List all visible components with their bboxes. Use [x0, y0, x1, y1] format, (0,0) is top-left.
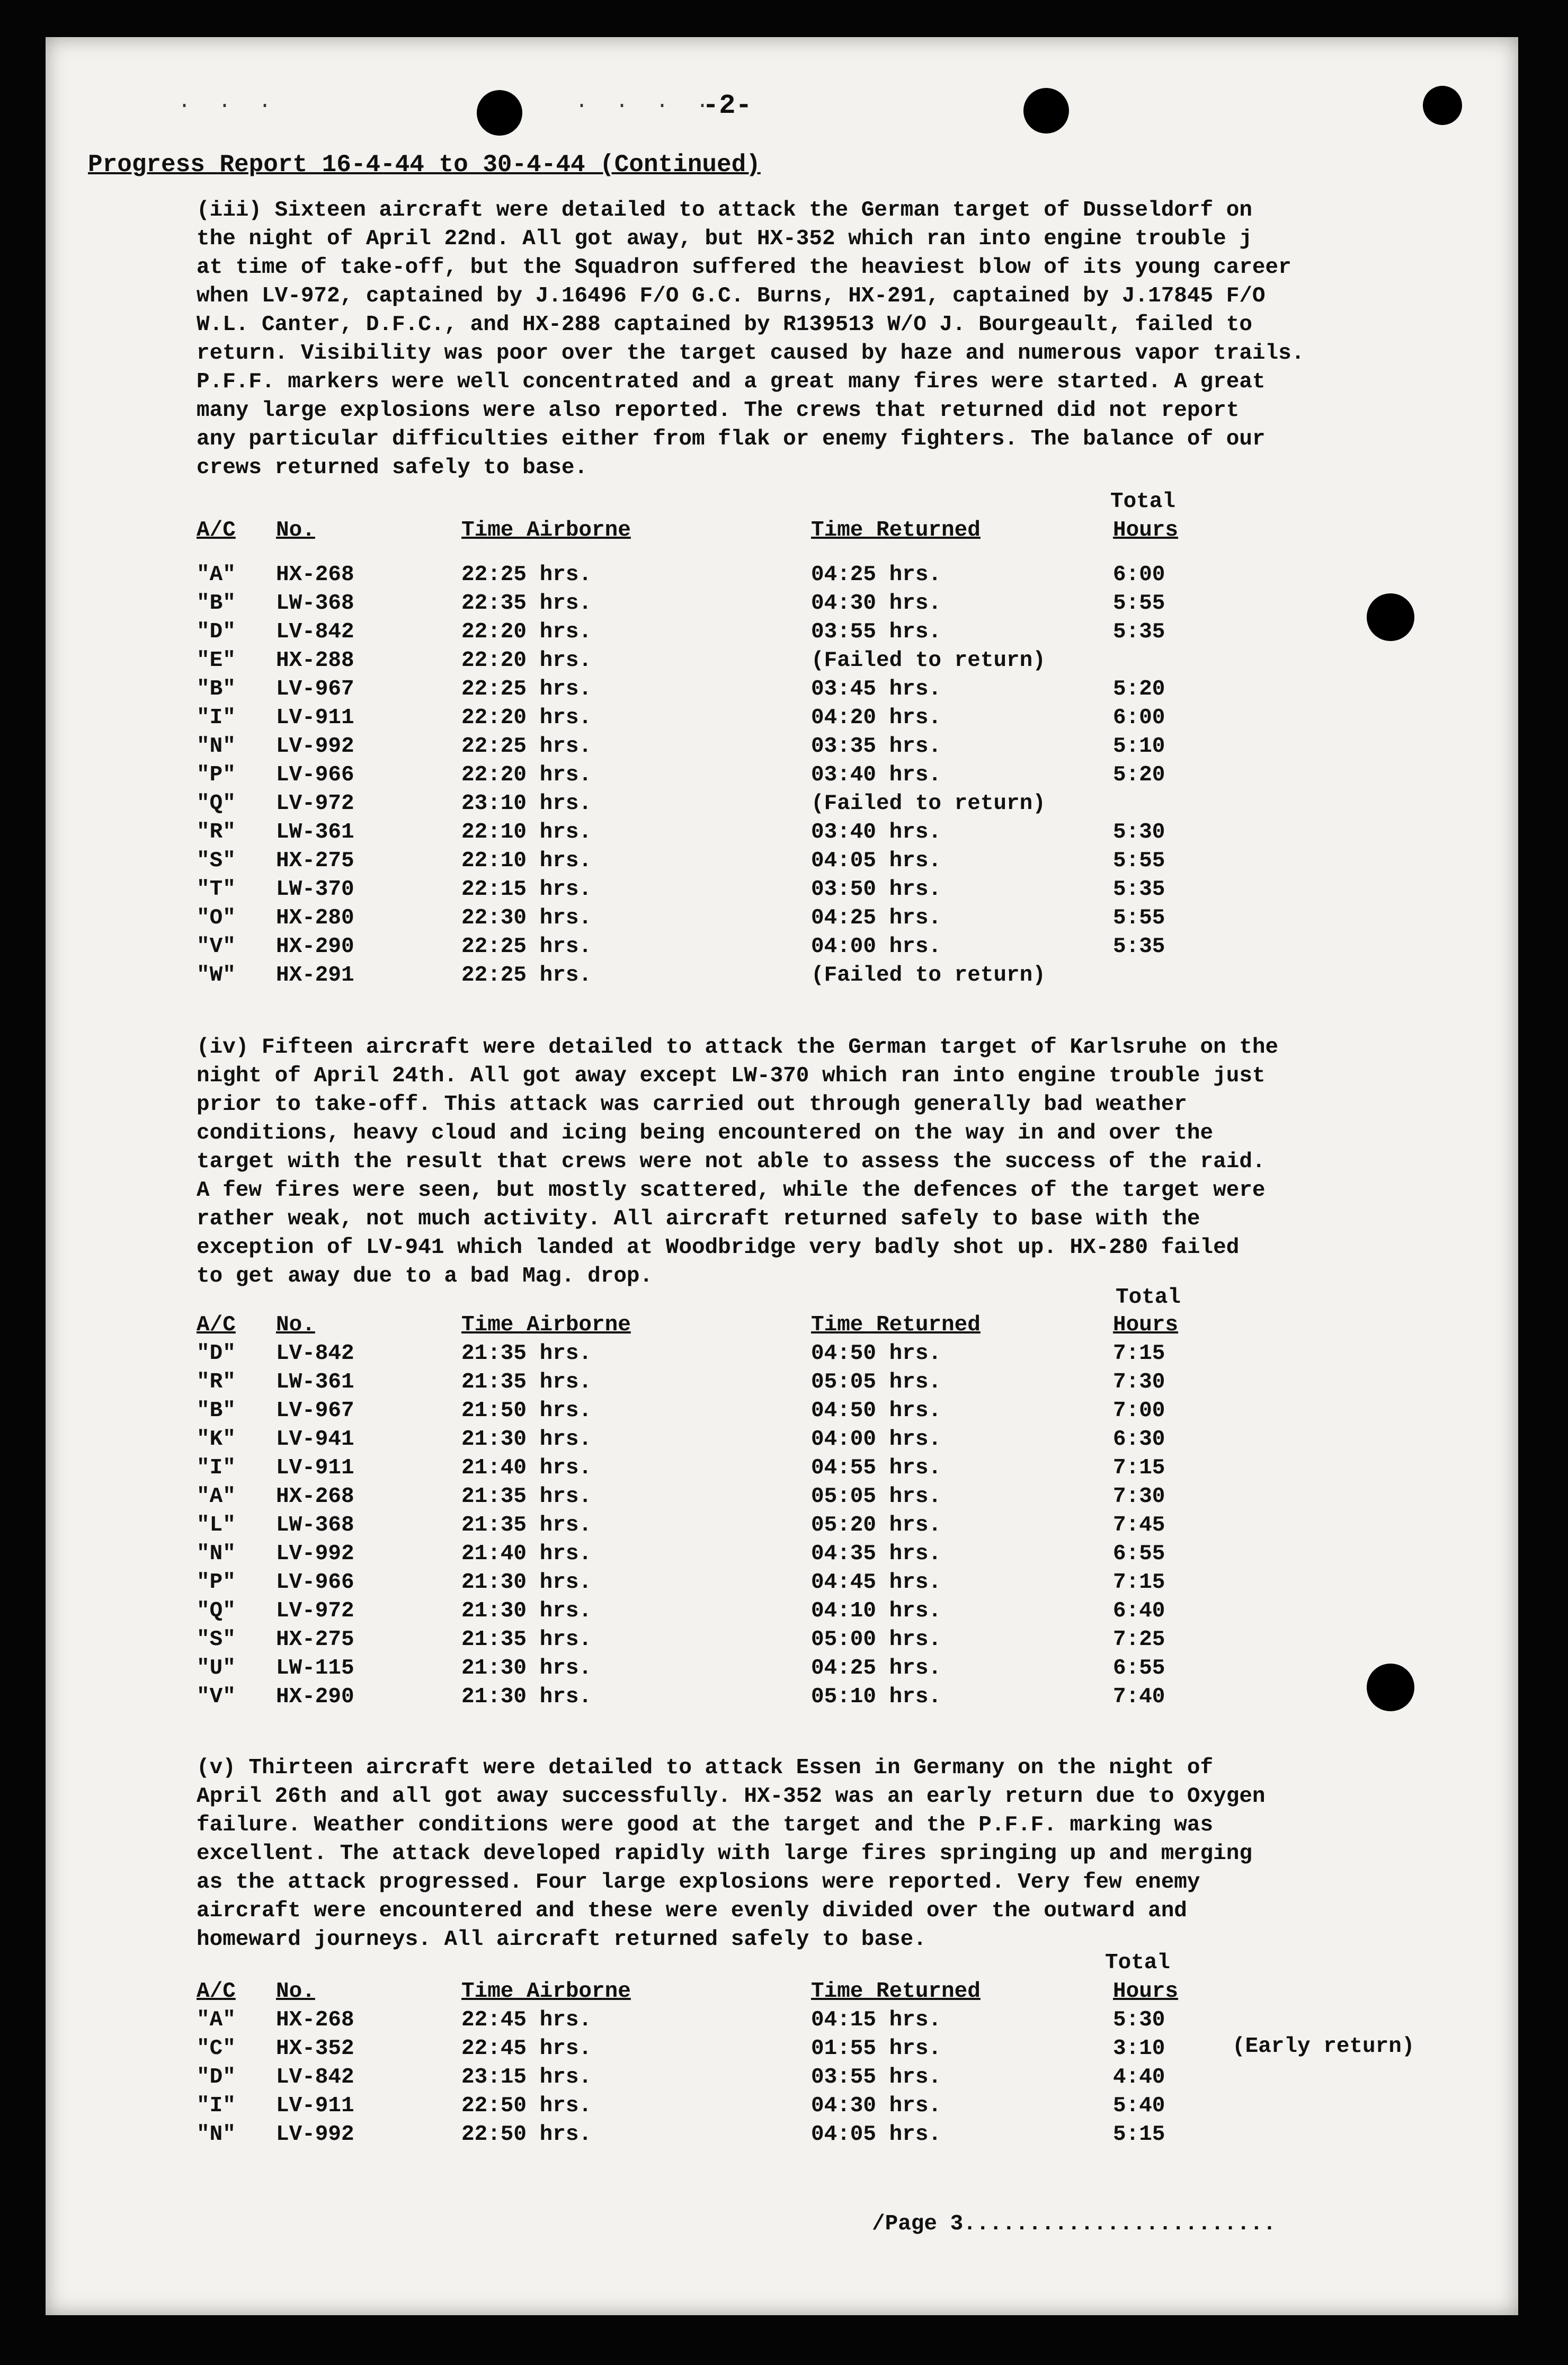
report-title: Progress Report 16-4-44 to 30-4-44 (Continued) [88, 151, 761, 179]
table-row: "B" LW-368 22:35 hrs. 04:30 hrs. 5:55 [197, 591, 1165, 616]
table-row: "Q" LV-972 23:10 hrs. (Failed to return) [197, 792, 1046, 816]
paragraph-line: to get away due to a bad Mag. drop. [197, 1264, 653, 1288]
table-row: "A" HX-268 21:35 hrs. 05:05 hrs. 7:30 [197, 1484, 1165, 1509]
table-row: "S" HX-275 21:35 hrs. 05:00 hrs. 7:25 [197, 1628, 1165, 1652]
table-row: "V" HX-290 22:25 hrs. 04:00 hrs. 5:35 [197, 935, 1165, 959]
paragraph-line: (v) Thirteen aircraft were detailed to attack Essen in Germany on the night of [197, 1756, 1214, 1780]
table-row: "S" HX-275 22:10 hrs. 04:05 hrs. 5:55 [197, 849, 1165, 873]
header-no: No. [276, 518, 315, 543]
early-return-note: (Early return) [1232, 2034, 1415, 2059]
table-row: "L" LW-368 21:35 hrs. 05:20 hrs. 7:45 [197, 1513, 1165, 1537]
header-hours: Hours [1113, 518, 1179, 543]
decorative-dots: . . . [178, 90, 279, 114]
table-row: "C" HX-352 22:45 hrs. 01:55 hrs. 3:10 [197, 2037, 1165, 2061]
header-hours: Hours [1113, 1313, 1179, 1337]
paragraph-line: rather weak, not much activity. All aircraft returned safely to base with the [197, 1207, 1200, 1231]
paragraph-line: return. Visibility was poor over the target caused by haze and numerous vapor trails. [197, 341, 1305, 366]
paragraph-line: any particular difficulties either from flak or enemy fighters. The balance of our [197, 427, 1266, 451]
header-returned: Time Returned [811, 1313, 981, 1337]
paragraph-line: conditions, heavy cloud and icing being encountered on the way in and over the [197, 1121, 1214, 1145]
table-row: "U" LW-115 21:30 hrs. 04:25 hrs. 6:55 [197, 1656, 1165, 1681]
table-header-row [197, 1977, 1235, 2006]
section-iv-paragraph [197, 1033, 1478, 1291]
paragraph-line: P.F.F. markers were well concentrated and a great many fires were started. A great [197, 370, 1266, 394]
header-airborne: Time Airborne [461, 1979, 631, 2004]
paragraph-line: (iv) Fifteen aircraft were detailed to attack the German target of Karlsruhe on the [197, 1035, 1279, 1060]
table-header-row [197, 1311, 1235, 1339]
header-returned: Time Returned [811, 518, 981, 543]
table-row: "W" HX-291 22:25 hrs. (Failed to return) [197, 963, 1046, 988]
table-row: "O" HX-280 22:30 hrs. 04:25 hrs. 5:55 [197, 906, 1165, 930]
header-returned: Time Returned [811, 1979, 981, 2004]
punch-hole-right-2 [1367, 1664, 1414, 1711]
page-number: -2- [702, 90, 752, 121]
table-row: "N" LV-992 22:50 hrs. 04:05 hrs. 5:15 [197, 2122, 1165, 2147]
table-row: "I" LV-911 21:40 hrs. 04:55 hrs. 7:15 [197, 1456, 1165, 1480]
table-row: "E" HX-288 22:20 hrs. (Failed to return) [197, 648, 1046, 673]
header-ac: A/C [197, 1313, 236, 1337]
table-row: "I" LV-911 22:50 hrs. 04:30 hrs. 5:40 [197, 2094, 1165, 2118]
paragraph-line: many large explosions were also reported. The crews that returned did not report [197, 398, 1240, 423]
decorative-dots: . . . . [575, 90, 717, 114]
table-row: "T" LW-370 22:15 hrs. 03:50 hrs. 5:35 [197, 877, 1165, 902]
punch-hole-top-left [477, 90, 522, 136]
table-row: "P" LV-966 21:30 hrs. 04:45 hrs. 7:15 [197, 1570, 1165, 1595]
table-row: "D" LV-842 21:35 hrs. 04:50 hrs. 7:15 [197, 1341, 1165, 1366]
header-no: No. [276, 1313, 315, 1337]
punch-hole-corner [1423, 86, 1462, 125]
paragraph-line: aircraft were encountered and these were evenly divided over the outward and [197, 1899, 1187, 1923]
punch-hole-right-1 [1367, 593, 1414, 641]
paragraph-line: exception of LV-941 which landed at Woodbridge very badly shot up. HX-280 failed [197, 1235, 1240, 1260]
paragraph-line: when LV-972, captained by J.16496 F/O G.C. Burns, HX-291, captained by J.17845 F/O [197, 284, 1266, 308]
header-airborne: Time Airborne [461, 1313, 631, 1337]
table-row: "V" HX-290 21:30 hrs. 05:10 hrs. 7:40 [197, 1685, 1165, 1709]
page-continuation: /Page 3........................ [872, 2212, 1276, 2236]
section-v-paragraph [197, 1754, 1478, 1954]
paragraph-line: April 26th and all got away successfully. HX-352 was an early return due to Oxygen [197, 1784, 1266, 1809]
section-iv-table [197, 1311, 1235, 1711]
section-iii-paragraph [197, 196, 1478, 482]
paragraph-line: night of April 24th. All got away except LW-370 which ran into engine trouble just [197, 1064, 1266, 1088]
paragraph-line: W.L. Canter, D.F.C., and HX-288 captained by R139513 W/O J. Bourgeault, failed to [197, 313, 1252, 337]
table-row: "B" LV-967 22:25 hrs. 03:45 hrs. 5:20 [197, 677, 1165, 701]
punch-hole-top-right [1023, 88, 1069, 134]
paragraph-line: (iii) Sixteen aircraft were detailed to attack the German target of Dusseldorf on [197, 198, 1252, 223]
document-page [46, 37, 1518, 2315]
table-header-row [197, 516, 1235, 545]
paragraph-line: prior to take-off. This attack was carried out through generally bad weather [197, 1092, 1187, 1117]
table-row: "D" LV-842 22:20 hrs. 03:55 hrs. 5:35 [197, 620, 1165, 644]
table-row: "B" LV-967 21:50 hrs. 04:50 hrs. 7:00 [197, 1399, 1165, 1423]
total-hours-header: Total [1105, 1951, 1171, 1975]
paragraph-line: at time of take-off, but the Squadron suffered the heaviest blow of its young career [197, 255, 1291, 280]
table-row: "R" LW-361 21:35 hrs. 05:05 hrs. 7:30 [197, 1370, 1165, 1394]
table-row: "R" LW-361 22:10 hrs. 03:40 hrs. 5:30 [197, 820, 1165, 844]
section-v-table [197, 1977, 1235, 2149]
table-row: "A" HX-268 22:45 hrs. 04:15 hrs. 5:30 [197, 2008, 1165, 2032]
paragraph-line: the night of April 22nd. All got away, but HX-352 which ran into engine trouble j [197, 227, 1252, 251]
header-ac: A/C [197, 1979, 236, 2004]
table-row: "P" LV-966 22:20 hrs. 03:40 hrs. 5:20 [197, 763, 1165, 787]
header-no: No. [276, 1979, 315, 2004]
table-row: "N" LV-992 22:25 hrs. 03:35 hrs. 5:10 [197, 734, 1165, 759]
paragraph-line: homeward journeys. All aircraft returned safely to base. [197, 1927, 926, 1952]
paragraph-line: excellent. The attack developed rapidly with large fires springing up and merging [197, 1842, 1252, 1866]
paragraph-line: A few fires were seen, but mostly scattered, while the defences of the target were [197, 1178, 1266, 1203]
header-ac: A/C [197, 518, 236, 543]
paragraph-line: target with the result that crews were not able to assess the success of the raid. [197, 1150, 1266, 1174]
table-row: "K" LV-941 21:30 hrs. 04:00 hrs. 6:30 [197, 1427, 1165, 1452]
total-hours-header: Total [1110, 490, 1176, 514]
paragraph-line: failure. Weather conditions were good at the target and the P.F.F. marking was [197, 1813, 1214, 1837]
header-airborne: Time Airborne [461, 518, 631, 543]
paragraph-line: crews returned safely to base. [197, 456, 588, 480]
table-row: "A" HX-268 22:25 hrs. 04:25 hrs. 6:00 [197, 563, 1165, 587]
table-row: "N" LV-992 21:40 hrs. 04:35 hrs. 6:55 [197, 1542, 1165, 1566]
table-row: "D" LV-842 23:15 hrs. 03:55 hrs. 4:40 [197, 2065, 1165, 2090]
section-iii-table [197, 516, 1235, 990]
paragraph-line: as the attack progressed. Four large explosions were reported. Very few enemy [197, 1870, 1200, 1895]
total-hours-header: Total [1116, 1285, 1181, 1310]
table-row: "Q" LV-972 21:30 hrs. 04:10 hrs. 6:40 [197, 1599, 1165, 1623]
header-hours: Hours [1113, 1979, 1179, 2004]
table-row: "I" LV-911 22:20 hrs. 04:20 hrs. 6:00 [197, 706, 1165, 730]
